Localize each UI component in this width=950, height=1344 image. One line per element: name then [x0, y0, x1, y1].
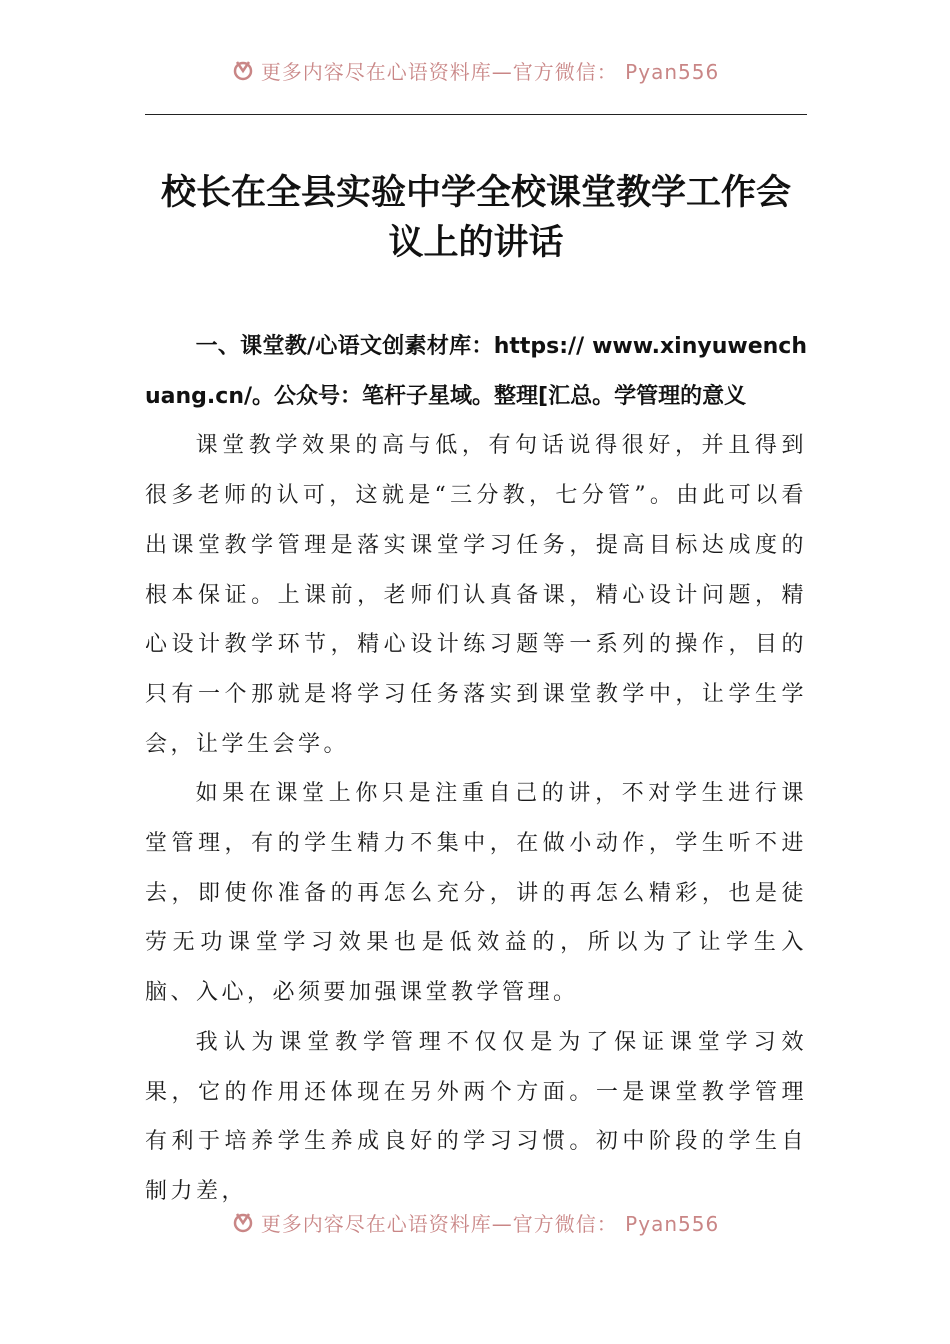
- watermark-logo-icon: [231, 58, 255, 82]
- document-title: 校长在全县实验中学全校课堂教学工作会议上的讲话: [160, 172, 791, 263]
- watermark-text: 更多内容尽在心语资料库—官方微信： Pyan556: [260, 1211, 720, 1236]
- paragraph: 课堂教学效果的高与低，有句话说得很好，并且得到很多老师的认可，这就是“三分教，七分管”。由此可以看出课堂教学管理是落实课堂学习任务，提高目标达成度的根本保证。上课前，老师们认真备课，精心设计问题，精心设计教学环节，精心设计练习题等一系列的操作，目的只有一个那就是将学习任务落实到课堂教学中，让学生学会，让学生会学。: [145, 433, 807, 757]
- watermark-header: [0, 50, 950, 90]
- section-heading: 一、课堂教/心语文创素材库：https:// www.xinyuwenchuang.cn/。公众号：笔杆子星域。整理[汇总。学管理的意义: [145, 334, 807, 409]
- document-body: [145, 322, 807, 1217]
- header-divider: [145, 114, 807, 115]
- watermark-logo-icon: [231, 1210, 255, 1234]
- watermark-text: 更多内容尽在心语资料库—官方微信： Pyan556: [260, 59, 720, 84]
- paragraph: 我认为课堂教学管理不仅仅是为了保证课堂学习效果，它的作用还体现在另外两个方面。一是课堂教学管理有利于培养学生养成良好的学习习惯。初中阶段的学生自制力差，: [145, 1029, 807, 1204]
- paragraph: 如果在课堂上你只是注重自己的讲，不对学生进行课堂管理，有的学生精力不集中，在做小动作，学生听不进去，即使你准备的再怎么充分，讲的再怎么精彩，也是徒劳无功课堂学习效果也是低效益的，所以为了让学生入脑、入心，必须要加强课堂教学管理。: [145, 781, 807, 1006]
- watermark-footer: [0, 1202, 950, 1242]
